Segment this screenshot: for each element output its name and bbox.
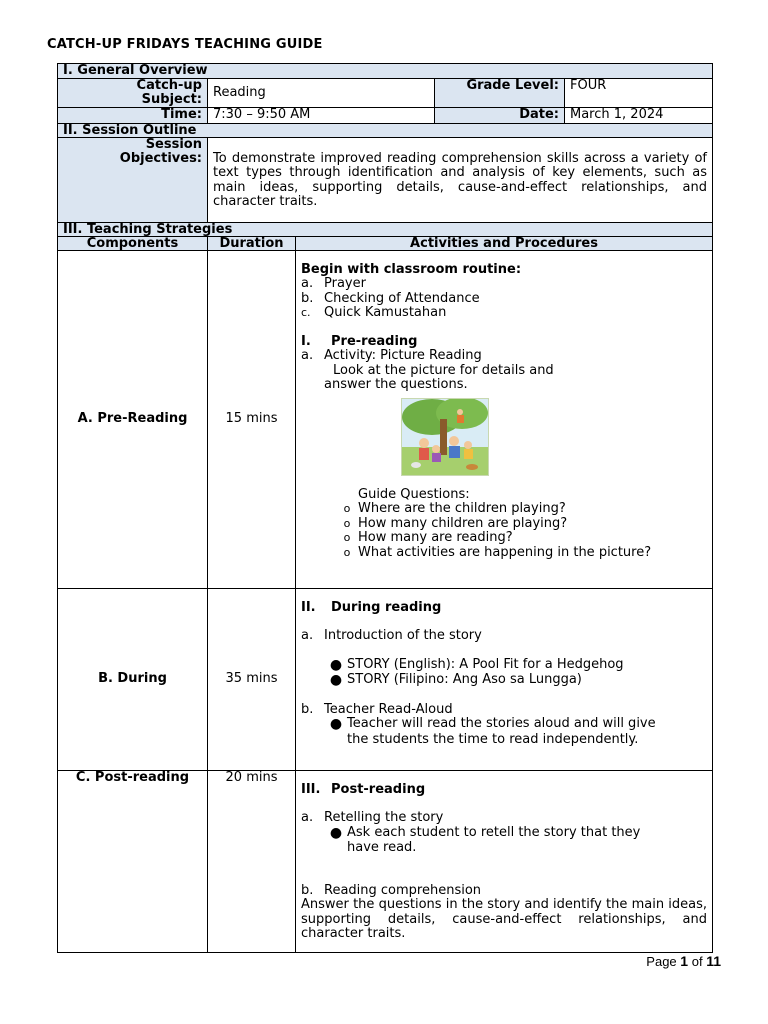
components-column-header: Components xyxy=(58,236,208,250)
read-aloud-detail: ● Teacher will read the stories aloud and will give xyxy=(329,716,656,732)
activities-column-header: Activities and Procedures xyxy=(296,236,713,250)
children-playing-picture xyxy=(401,398,489,476)
during-activities xyxy=(296,588,713,770)
during-duration: 35 mins xyxy=(208,588,296,770)
general-overview-header: I. General Overview xyxy=(58,64,713,79)
routine-item: a. Prayer xyxy=(301,276,366,291)
guide-question: o Where are the children playing? xyxy=(343,501,566,516)
during-component: B. During xyxy=(58,588,208,770)
grade-level-label: Grade Level: xyxy=(435,79,565,108)
duration-column-header: Duration xyxy=(208,236,296,250)
activity-description: answer the questions. xyxy=(324,377,468,392)
date-value: March 1, 2024 xyxy=(565,108,713,124)
guide-question: o What activities are happening in the picture? xyxy=(343,544,652,560)
park-illustration xyxy=(402,399,488,475)
date-label: Date: xyxy=(435,108,565,124)
during-section-title: II. During reading xyxy=(301,599,442,615)
guide-question: o How many are reading? xyxy=(343,530,513,545)
teaching-strategies-header: III. Teaching Strategies xyxy=(58,222,713,236)
post-reading-activities xyxy=(296,770,713,952)
document-title: CATCH-UP FRIDAYS TEACHING GUIDE xyxy=(47,37,323,52)
page-number: Page 1 of 11 xyxy=(646,953,721,969)
reading-comprehension-description: Answer the questions in the story and identify the main ideas, supporting details, cause-and-effect relationships, and character traits. xyxy=(301,897,707,941)
time-value: 7:30 – 9:50 AM xyxy=(208,108,435,124)
story-item: ● STORY (English): A Pool Fit for a Hedgehog xyxy=(329,656,624,673)
post-reading-section-title: III. Post-reading xyxy=(301,781,426,797)
pre-reading-section-title: I. Pre-reading xyxy=(301,333,418,349)
subject-label: Catch-up Subject: xyxy=(58,79,208,108)
teaching-guide-table xyxy=(57,63,713,953)
routine-item: c. Quick Kamustahan xyxy=(301,305,447,320)
retelling-detail: ● Ask each student to retell the story that they xyxy=(329,824,641,841)
read-aloud-detail-continued: the students the time to read independently. xyxy=(347,731,639,747)
post-reading-duration: 20 mins xyxy=(208,770,296,952)
routine-heading: Begin with classroom routine: xyxy=(301,261,522,277)
retelling-item: a. Retelling the story xyxy=(301,810,444,825)
pre-reading-activities xyxy=(296,250,713,588)
guide-questions-label: Guide Questions: xyxy=(358,486,470,502)
post-reading-component: C. Post-reading xyxy=(58,770,208,952)
retelling-detail-continued: have read. xyxy=(347,840,417,855)
story-item: ● STORY (Filipino: Ang Aso sa Lungga) xyxy=(329,672,582,688)
subject-value: Reading xyxy=(208,79,435,108)
pre-reading-component: A. Pre-Reading xyxy=(58,250,208,588)
session-objectives-text: To demonstrate improved reading comprehension skills across a variety of text types through identification and analysis of key elements, such as main ideas, supporting details, cause-and-effect relationships, and character traits. xyxy=(208,137,713,222)
routine-item: b. Checking of Attendance xyxy=(301,290,480,306)
picture-reading-activity: a. Activity: Picture Reading xyxy=(301,348,482,363)
activity-description: Look at the picture for details and xyxy=(333,362,554,378)
pre-reading-duration: 15 mins xyxy=(208,250,296,588)
teacher-read-aloud: b. Teacher Read-Aloud xyxy=(301,701,453,717)
time-label: Time: xyxy=(58,108,208,124)
grade-level-value: FOUR xyxy=(565,79,713,108)
story-introduction: a. Introduction of the story xyxy=(301,628,482,643)
reading-comprehension-item: b. Reading comprehension xyxy=(301,882,482,898)
session-objectives-label: Session Objectives: xyxy=(58,137,208,222)
session-outline-header: II. Session Outline xyxy=(58,123,713,137)
guide-question: o How many children are playing? xyxy=(343,515,568,531)
